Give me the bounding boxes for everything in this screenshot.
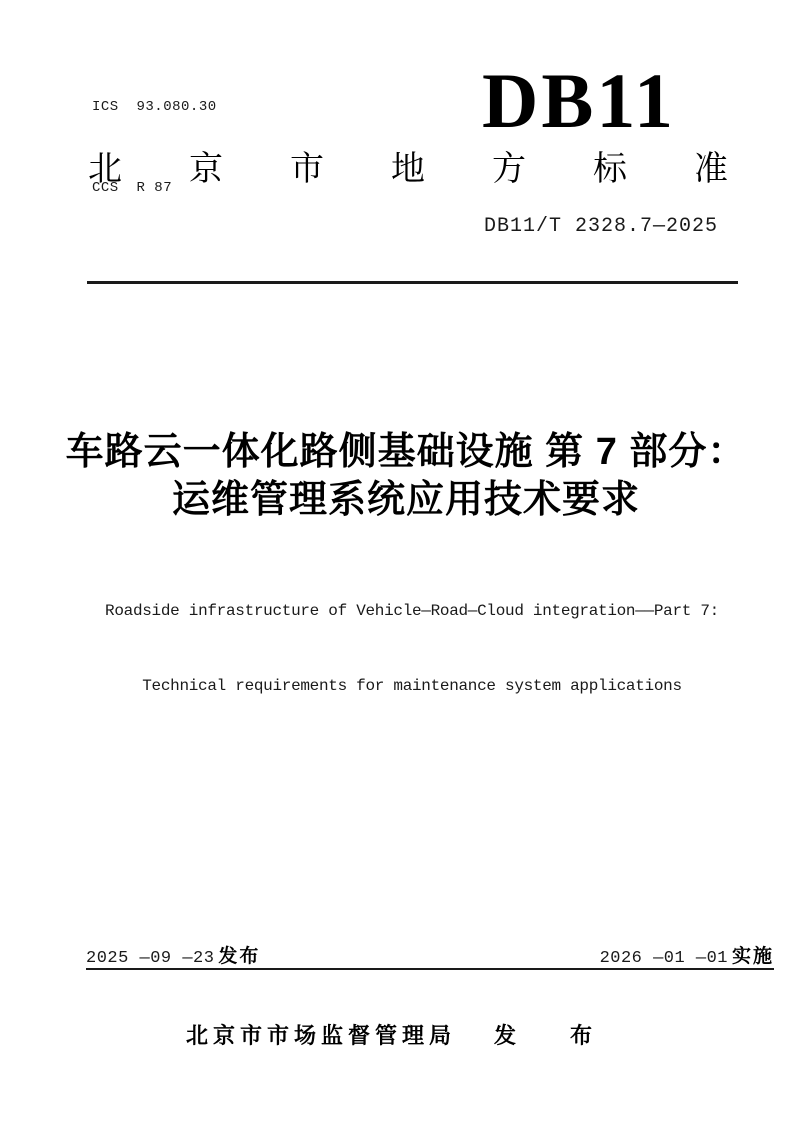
standard-type-char: 北 [88,150,122,188]
footer-rule [86,968,774,970]
standard-number: DB11/T 2328.7—2025 [483,215,718,238]
implement-label: 实施 [731,946,774,967]
standard-type-char: 方 [492,150,526,188]
issue-date-group [86,941,260,968]
standard-type-char: 市 [290,150,324,188]
document-title-en [15,549,794,749]
implement-date-group [600,941,774,968]
issue-date: 2025 —09 —23 [86,949,215,968]
db11-logo: DB11 [482,57,677,144]
title-en-line1: Roadside infrastructure of Vehicle—Road—Cloud integration——Part 7: [105,602,719,620]
publisher-action: 发 布 [494,1023,609,1048]
publisher-name: 北京市市场监督管理局 [185,1023,456,1048]
ics-code: ICS 93.080.30 [92,99,217,115]
ccs-code: CCS R 87 [92,180,173,196]
standard-type-char: 京 [189,150,223,188]
issue-label: 发布 [218,946,261,967]
header-rule [87,281,738,284]
title-cn-line1: 车路云一体化路侧基础设施 第 7 部分： [65,431,747,473]
standard-type-char: 标 [593,150,627,188]
publisher-row [0,1022,794,1050]
title-en-line2: Technical requirements for maintenance system applications [142,677,682,695]
standard-type-char: 准 [694,150,728,188]
standard-type-row [88,148,728,190]
standard-type-char: 地 [391,150,425,188]
dates-row [86,941,774,968]
document-title-cn [9,428,794,524]
implement-date: 2026 —01 —01 [599,949,728,968]
title-cn-line2: 运维管理系统应用技术要求 [171,479,640,521]
